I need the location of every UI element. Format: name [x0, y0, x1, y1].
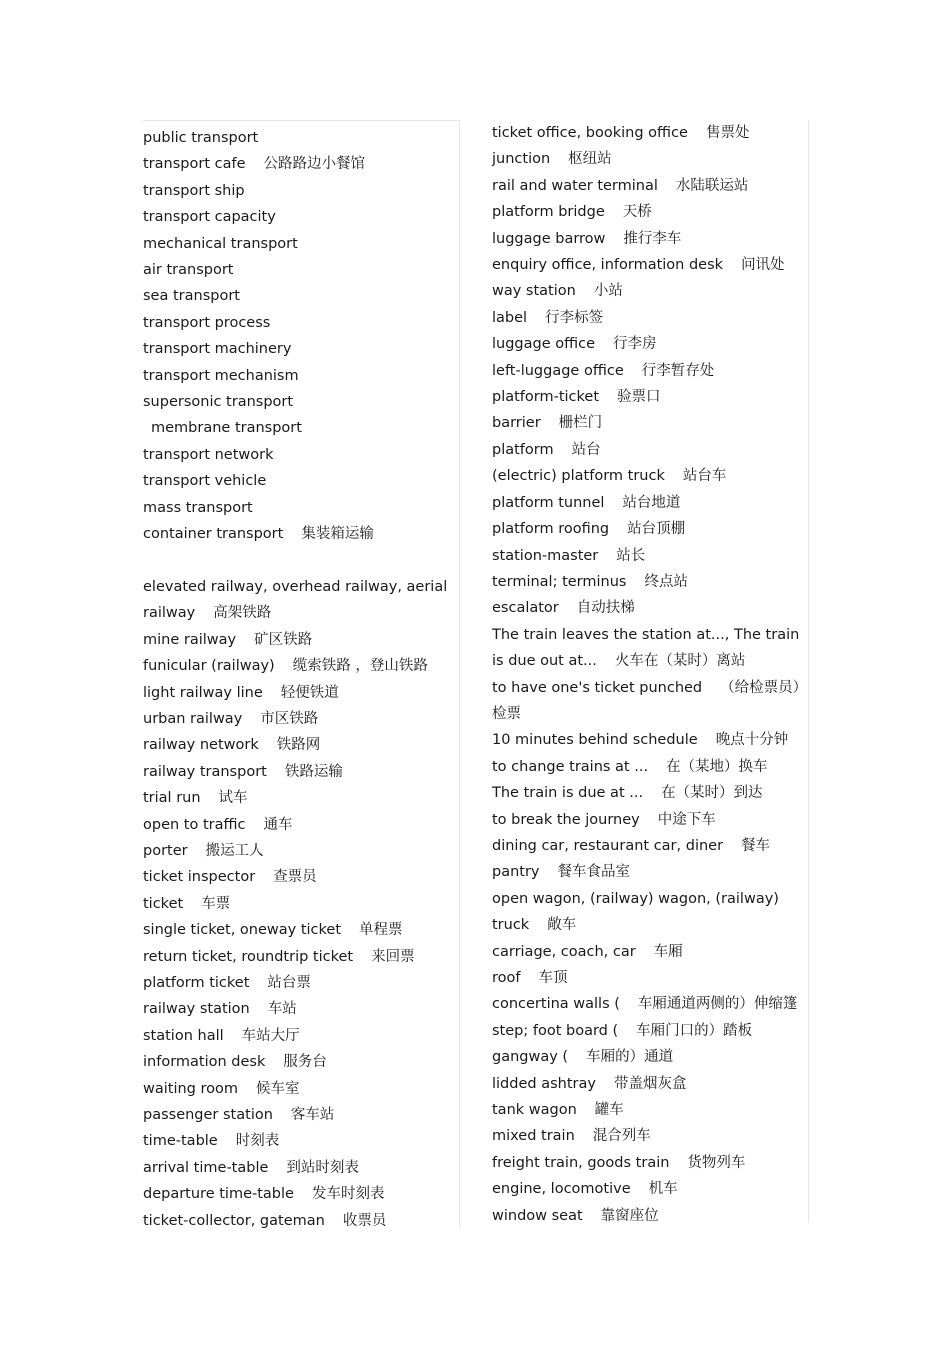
vocab-entry — [492, 833, 808, 859]
vocab-entry — [492, 410, 808, 436]
chinese-translation: 发车时刻表 — [311, 1186, 385, 1203]
english-term: supersonic transport — [143, 394, 294, 411]
english-term: rail and water terminal — [492, 177, 658, 194]
left-vocabulary-column — [143, 120, 460, 1227]
english-term: platform roofing — [492, 521, 610, 538]
chinese-translation: 站台票 — [267, 974, 311, 991]
vocab-entry — [143, 1208, 459, 1234]
vocab-entry — [492, 886, 808, 912]
chinese-translation: 售票处 — [705, 125, 750, 141]
english-term: ticket office, booking office — [492, 125, 688, 141]
vocab-entry — [143, 204, 459, 230]
english-term: station hall — [143, 1027, 224, 1044]
chinese-translation: 晚点十分钟 — [715, 732, 789, 749]
vocab-entry — [143, 812, 459, 838]
english-term: platform ticket — [143, 974, 250, 991]
chinese-translation: 在（某地）换车 — [666, 758, 768, 775]
vocab-entry — [143, 653, 459, 679]
vocab-entry — [492, 358, 808, 384]
english-term: The train leaves the station at..., The train — [492, 626, 800, 643]
vocab-entry — [492, 278, 808, 304]
english-term: left-luggage office — [492, 362, 624, 379]
vocab-entry — [143, 257, 459, 283]
vocab-entry — [143, 151, 459, 177]
chinese-translation: 站台顶棚 — [627, 521, 686, 538]
english-term: platform bridge — [492, 204, 605, 221]
vocab-entry — [143, 944, 459, 970]
vocab-entry — [143, 521, 459, 547]
chinese-translation: 市区铁路 — [260, 710, 319, 727]
english-term: light railway line — [143, 684, 263, 701]
vocab-entry — [492, 1176, 808, 1202]
vocab-entry — [143, 1023, 459, 1049]
english-term: barrier — [492, 415, 541, 432]
english-term: platform — [492, 441, 554, 458]
vocab-entry — [492, 1071, 808, 1097]
vocab-entry — [143, 231, 459, 257]
english-term: open wagon, (railway) wagon, (railway) — [492, 890, 779, 907]
chinese-translation: 收票员 — [342, 1212, 387, 1229]
vocab-entry — [492, 1018, 808, 1044]
vocab-entry — [143, 1076, 459, 1102]
english-term: freight train, goods train — [492, 1154, 670, 1171]
chinese-translation: 水陆联运站 — [675, 177, 749, 194]
english-term: terminal; terminus — [492, 573, 627, 590]
vocab-entry — [492, 701, 808, 727]
chinese-translation: 行李房 — [613, 336, 657, 353]
chinese-translation: 缆索铁路 ，登山铁路 — [292, 658, 428, 675]
chinese-translation: 枢纽站 — [568, 151, 612, 168]
english-term: railway — [143, 605, 196, 622]
english-term: luggage barrow — [492, 230, 606, 247]
english-term: ticket-collector, gateman — [143, 1212, 325, 1229]
vocab-entry — [143, 495, 459, 521]
english-term: membrane transport — [151, 420, 302, 437]
chinese-translation: 车票 — [201, 895, 231, 912]
chinese-translation: 餐车 — [741, 837, 771, 854]
vocab-entry — [492, 939, 808, 965]
chinese-translation: 推行李车 — [623, 230, 682, 247]
english-term: container transport — [143, 526, 284, 543]
chinese-translation: 餐车食品室 — [557, 864, 631, 881]
vocab-entry — [143, 310, 459, 336]
vocab-entry — [143, 838, 459, 864]
chinese-translation: 罐车 — [594, 1102, 624, 1119]
vocab-entry — [143, 574, 459, 600]
chinese-translation: 公路路边小餐馆 — [263, 156, 365, 173]
vocab-entry — [492, 1203, 808, 1229]
vocab-entry — [143, 415, 459, 441]
chinese-translation: 站长 — [616, 547, 646, 564]
chinese-translation: 机车 — [648, 1181, 678, 1198]
chinese-translation: 行李标签 — [545, 309, 604, 326]
vocab-entry — [492, 648, 808, 674]
vocab-entry — [492, 437, 808, 463]
chinese-translation: 敞车 — [547, 917, 577, 934]
vocab-entry — [143, 627, 459, 653]
chinese-translation: 中途下车 — [657, 811, 716, 828]
english-term: ticket — [143, 895, 184, 912]
english-term: gangway ( — [492, 1049, 569, 1066]
chinese-translation: 行李暂存处 — [641, 362, 715, 379]
english-term: transport ship — [143, 182, 245, 199]
english-term: roof — [492, 970, 521, 986]
english-term: waiting room — [143, 1080, 239, 1097]
vocab-entry — [143, 1128, 459, 1154]
vocab-entry — [492, 199, 808, 225]
english-term: tank wagon — [492, 1102, 577, 1119]
chinese-translation: 验票口 — [617, 389, 661, 406]
english-term: single ticket, oneway ticket — [143, 922, 342, 939]
chinese-translation: 终点站 — [644, 573, 688, 590]
chinese-translation: 单程票 — [359, 922, 403, 939]
english-term: station-master — [492, 547, 599, 564]
chinese-translation: 问讯处 — [741, 257, 785, 274]
vocab-entry — [143, 1155, 459, 1181]
chinese-translation: 车顶 — [538, 970, 568, 986]
english-term: pantry — [492, 864, 540, 881]
chinese-translation: 试车 — [218, 790, 248, 807]
vocab-entry — [492, 675, 808, 701]
vocab-entry — [492, 991, 808, 1017]
english-term: transport network — [143, 446, 274, 463]
vocab-entry — [492, 622, 808, 648]
vocab-entry — [143, 706, 459, 732]
chinese-translation: 天桥 — [622, 204, 652, 221]
chinese-translation: 自动扶梯 — [576, 600, 635, 617]
right-vocabulary-column — [492, 120, 809, 1222]
chinese-translation: 带盖烟灰盒 — [613, 1075, 687, 1092]
chinese-translation: 车厢门口的）踏板 — [636, 1022, 753, 1039]
vocab-entry — [143, 548, 459, 574]
english-term: transport capacity — [143, 209, 276, 226]
chinese-translation: （给检票员） — [720, 679, 808, 696]
english-term: carriage, coach, car — [492, 943, 636, 960]
english-term: public transport — [143, 130, 259, 146]
vocab-entry — [492, 226, 808, 252]
english-term: enquiry office, information desk — [492, 257, 724, 274]
chinese-translation: 车厢通道两侧的）伸缩篷 — [637, 996, 798, 1013]
vocab-entry — [492, 543, 808, 569]
english-term: platform-ticket — [492, 389, 600, 406]
vocab-entry — [143, 759, 459, 785]
english-term: is due out at... — [492, 653, 597, 670]
english-term: step; foot board ( — [492, 1022, 619, 1039]
english-term: engine, locomotive — [492, 1181, 631, 1198]
english-term: arrival time-table — [143, 1159, 269, 1176]
vocab-entry — [143, 970, 459, 996]
vocab-entry — [492, 490, 808, 516]
chinese-translation: 站台车 — [682, 468, 727, 485]
chinese-translation: 服务台 — [283, 1054, 327, 1071]
vocab-entry — [492, 965, 808, 991]
english-term: urban railway — [143, 710, 243, 727]
chinese-translation: 集装箱运输 — [301, 526, 374, 543]
chinese-translation: 高架铁路 — [213, 605, 272, 622]
vocab-entry — [492, 1150, 808, 1176]
chinese-translation: 小站 — [593, 283, 623, 300]
english-term: to have one's ticket punched — [492, 679, 703, 696]
chinese-translation: 车厢的）通道 — [586, 1049, 674, 1066]
vocab-entry — [143, 442, 459, 468]
vocab-entry — [492, 1097, 808, 1123]
english-term: 10 minutes behind schedule — [492, 732, 698, 749]
chinese-translation: 客车站 — [290, 1107, 335, 1124]
vocab-entry — [492, 120, 808, 146]
vocab-entry — [143, 1049, 459, 1075]
chinese-translation: 混合列车 — [592, 1128, 651, 1145]
english-term: sea transport — [143, 288, 240, 305]
english-term: return ticket, roundtrip ticket — [143, 948, 354, 965]
english-term: ticket inspector — [143, 869, 256, 886]
chinese-translation: 站台地道 — [622, 494, 681, 511]
english-term: information desk — [143, 1054, 266, 1071]
vocab-entry — [492, 305, 808, 331]
english-term: railway station — [143, 1001, 250, 1018]
english-term: luggage office — [492, 336, 596, 353]
vocab-entry — [143, 996, 459, 1022]
vocab-entry — [492, 463, 808, 489]
vocab-entry — [143, 389, 459, 415]
chinese-translation: 铁路网 — [276, 737, 321, 754]
english-term: funicular (railway) — [143, 658, 275, 675]
chinese-translation: 货物列车 — [687, 1154, 746, 1171]
english-term: way station — [492, 283, 576, 300]
vocab-entry — [143, 785, 459, 811]
vocab-entry — [492, 384, 808, 410]
vocab-entry — [492, 569, 808, 595]
vocab-entry — [492, 912, 808, 938]
vocab-entry — [492, 780, 808, 806]
english-term: transport process — [143, 314, 271, 331]
chinese-translation: 车站大厅 — [241, 1027, 300, 1044]
vocab-entry — [492, 516, 808, 542]
vocab-entry — [492, 807, 808, 833]
chinese-translation: 查票员 — [273, 869, 317, 886]
vocab-entry — [492, 754, 808, 780]
english-term: departure time-table — [143, 1186, 294, 1203]
english-term: (electric) platform truck — [492, 468, 665, 485]
vocab-entry — [143, 680, 459, 706]
chinese-translation: 矿区铁路 — [254, 631, 313, 648]
english-term: The train is due at ... — [492, 785, 644, 802]
chinese-translation: 通车 — [263, 816, 293, 833]
vocab-entry — [492, 595, 808, 621]
chinese-translation: 到站时刻表 — [286, 1159, 359, 1176]
chinese-translation: 栅栏门 — [558, 415, 603, 432]
english-term: platform tunnel — [492, 494, 605, 511]
vocab-entry — [492, 859, 808, 885]
vocab-entry — [143, 125, 459, 151]
vocab-entry — [492, 331, 808, 357]
english-term: transport cafe — [143, 156, 246, 173]
vocab-entry — [492, 1044, 808, 1070]
english-term: transport machinery — [143, 341, 292, 358]
english-term: railway transport — [143, 763, 267, 780]
english-term: mixed train — [492, 1128, 575, 1145]
chinese-translation: 火车在（某时）离站 — [614, 653, 746, 670]
english-term: label — [492, 309, 528, 326]
vocab-entry — [143, 917, 459, 943]
english-term: lidded ashtray — [492, 1075, 596, 1092]
english-term: air transport — [143, 262, 234, 279]
chinese-translation: 搬运工人 — [205, 842, 264, 859]
english-term: transport mechanism — [143, 367, 299, 384]
english-term: to break the journey — [492, 811, 640, 828]
english-term: truck — [492, 917, 530, 934]
chinese-translation: 站台 — [571, 441, 601, 458]
chinese-translation: 靠窗座位 — [600, 1207, 659, 1224]
vocab-entry — [492, 146, 808, 172]
english-term: elevated railway, overhead railway, aerial — [143, 578, 448, 595]
english-term: junction — [492, 151, 551, 168]
vocab-entry — [492, 727, 808, 753]
english-term: trial run — [143, 790, 201, 807]
english-term: to change trains at ... — [492, 758, 649, 775]
english-term: mine railway — [143, 631, 237, 648]
english-term: transport vehicle — [143, 473, 267, 490]
english-term: mechanical transport — [143, 235, 298, 252]
vocab-entry — [143, 891, 459, 917]
english-term: time-table — [143, 1133, 218, 1150]
vocab-entry — [143, 178, 459, 204]
chinese-translation: 来回票 — [371, 948, 415, 965]
english-term: escalator — [492, 600, 559, 617]
chinese-translation: 车站 — [267, 1001, 297, 1018]
chinese-translation: 车厢 — [653, 943, 683, 960]
vocab-entry — [143, 864, 459, 890]
vocab-entry — [492, 252, 808, 278]
chinese-translation: 在（某时）到达 — [661, 785, 763, 802]
vocab-entry — [492, 1123, 808, 1149]
english-term: porter — [143, 842, 188, 859]
english-term: passenger station — [143, 1107, 273, 1124]
vocab-entry — [143, 363, 459, 389]
chinese-translation: 铁路运输 — [284, 763, 343, 780]
vocab-entry — [143, 732, 459, 758]
english-term: dining car, restaurant car, diner — [492, 837, 724, 854]
english-term: window seat — [492, 1207, 583, 1224]
vocab-entry — [143, 336, 459, 362]
english-term: railway network — [143, 737, 259, 754]
chinese-translation: 检票 — [492, 705, 521, 722]
vocab-entry — [143, 1181, 459, 1207]
chinese-translation: 时刻表 — [235, 1133, 280, 1150]
vocab-entry — [143, 283, 459, 309]
vocab-entry — [143, 468, 459, 494]
vocab-entry — [143, 1102, 459, 1128]
english-term: open to traffic — [143, 816, 246, 833]
chinese-translation: 轻便铁道 — [280, 684, 339, 701]
vocab-entry — [492, 173, 808, 199]
english-term: concertina walls ( — [492, 996, 620, 1013]
vocab-entry — [143, 600, 459, 626]
english-term: mass transport — [143, 499, 253, 516]
chinese-translation: 候车室 — [256, 1080, 300, 1097]
